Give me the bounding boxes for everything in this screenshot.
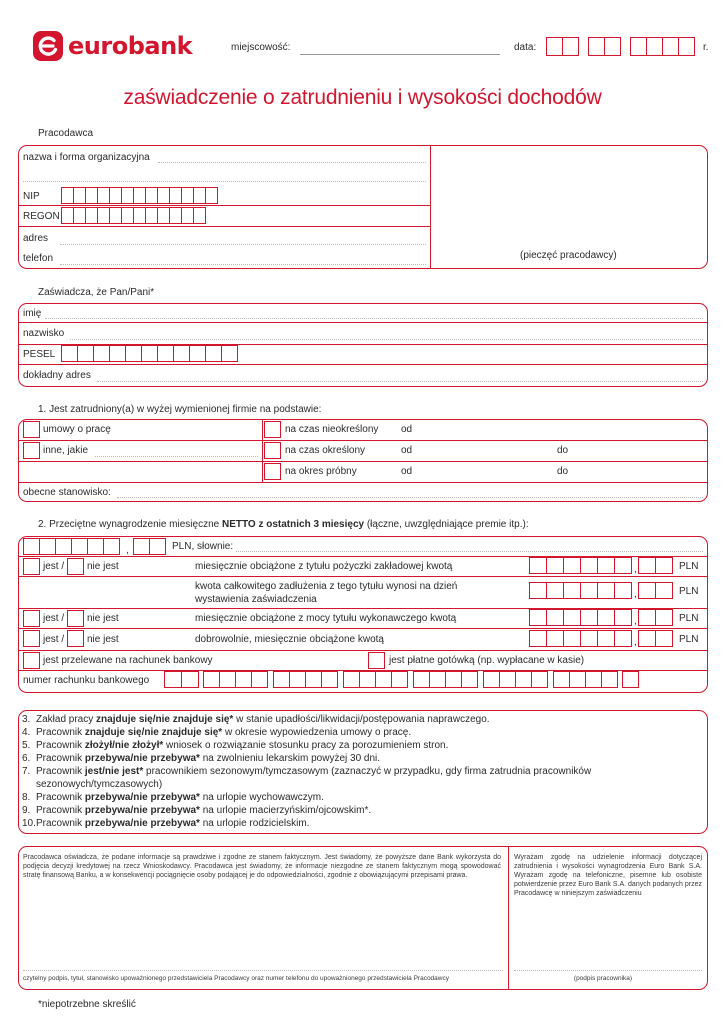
- statement-post: w okresie wypowiedzenia umowy o pracę.: [222, 727, 412, 738]
- digit-cell[interactable]: [580, 582, 598, 599]
- statement-bold[interactable]: złożył/nie złożył*: [84, 740, 164, 751]
- digit-cell[interactable]: [221, 345, 238, 362]
- digit-cell[interactable]: [55, 538, 72, 555]
- enforcement-is-not-checkbox[interactable]: [67, 610, 84, 627]
- account-cells-8[interactable]: [622, 671, 638, 688]
- digit-cell[interactable]: [189, 345, 206, 362]
- statement-text: [36, 791, 324, 804]
- employer-name-field[interactable]: [158, 162, 426, 163]
- statement-pre: Pracownik: [36, 805, 85, 816]
- year-suffix: r.: [703, 42, 709, 53]
- digit-cell[interactable]: [77, 345, 94, 362]
- digit-cell[interactable]: [601, 671, 618, 688]
- digit-cell[interactable]: [563, 557, 581, 574]
- digit-cell[interactable]: [531, 671, 548, 688]
- indefinite-from-label: od: [401, 424, 413, 435]
- digit-cell[interactable]: [580, 609, 598, 626]
- salary-heading-prefix: 2. Przeciętne wynagrodzenie miesięczne: [38, 519, 222, 530]
- salary-amount-cells[interactable]: [23, 538, 119, 555]
- loan-is-label: jest /: [43, 561, 65, 572]
- statement-bold[interactable]: przebywa/nie przebywa*: [84, 753, 200, 764]
- digit-cell[interactable]: [580, 630, 598, 647]
- digit-cell[interactable]: [391, 671, 408, 688]
- row-divider: [19, 440, 707, 441]
- debt-grosze-cells[interactable]: [638, 582, 672, 599]
- digit-cell[interactable]: [597, 582, 615, 599]
- voluntary-comma: ,: [634, 637, 637, 648]
- voluntary-is-checkbox[interactable]: [23, 630, 40, 647]
- digit-cell[interactable]: [655, 582, 673, 599]
- date-cell[interactable]: [662, 37, 679, 56]
- digit-cell[interactable]: [563, 582, 581, 599]
- eurobank-logo-icon: [33, 31, 63, 61]
- digit-cell[interactable]: [61, 345, 78, 362]
- account-cells-1[interactable]: [164, 671, 198, 688]
- date-cell[interactable]: [546, 37, 563, 56]
- digit-cell[interactable]: [305, 671, 322, 688]
- digit-cell[interactable]: [638, 609, 656, 626]
- indefinite-label: na czas nieokreślony: [285, 424, 379, 435]
- account-cells-2[interactable]: [203, 671, 267, 688]
- employment-heading: 1. Jest zatrudniony(a) w wyżej wymienionej firmie na podstawie:: [38, 404, 322, 415]
- loan-is-not-label: nie jest: [87, 561, 119, 572]
- salary-heading: [38, 519, 529, 530]
- declaration-divider: [508, 847, 509, 989]
- digit-cell[interactable]: [289, 671, 306, 688]
- first-name-label: imię: [23, 308, 42, 319]
- digit-cell[interactable]: [205, 187, 218, 204]
- contract-checkbox[interactable]: [23, 421, 40, 438]
- digit-cell[interactable]: [585, 671, 602, 688]
- row-divider: [19, 482, 707, 483]
- enforcement-pln: PLN: [679, 613, 699, 624]
- digit-cell[interactable]: [203, 671, 220, 688]
- statement-text: [36, 778, 162, 791]
- debt-comma: ,: [634, 589, 637, 600]
- definite-to-label: do: [557, 445, 569, 456]
- digit-cell[interactable]: [251, 671, 268, 688]
- position-label: obecne stanowisko:: [23, 487, 111, 498]
- statement-post: w stanie upadłości/likwidacji/postępowania naprawczego.: [233, 714, 490, 725]
- digit-cell[interactable]: [597, 557, 615, 574]
- debt-pln: PLN: [679, 586, 699, 597]
- statement-text: [36, 713, 490, 726]
- statement-text: [36, 726, 411, 739]
- enforcement-amount-cells[interactable]: [529, 609, 631, 626]
- employer-section-label: Pracodawca: [38, 128, 94, 139]
- other-checkbox[interactable]: [23, 442, 40, 459]
- digit-cell[interactable]: [529, 557, 547, 574]
- debt-label-2: wystawienia zaświadczenia: [195, 594, 317, 605]
- digit-cell[interactable]: [546, 582, 564, 599]
- digit-cell[interactable]: [375, 671, 392, 688]
- digit-cell[interactable]: [235, 671, 252, 688]
- statement-number: 4.: [22, 727, 31, 738]
- statement-pre: sezonowych/tymczasowych): [36, 779, 163, 790]
- digit-cell[interactable]: [205, 345, 222, 362]
- row-divider: [19, 226, 430, 227]
- indefinite-checkbox[interactable]: [264, 421, 281, 438]
- statement-post: na urlopie rodzicielskim.: [199, 818, 310, 829]
- voluntary-pln: PLN: [679, 634, 699, 645]
- digit-cell[interactable]: [461, 671, 478, 688]
- account-label: numer rachunku bankowego: [23, 675, 150, 686]
- statement-number: [22, 778, 36, 791]
- salary-comma: ,: [126, 545, 129, 556]
- employer-address-field[interactable]: [60, 244, 426, 245]
- loan-label: miesięcznie obciążone z tytułu pożyczki zakładowej kwotą: [195, 561, 453, 572]
- statement-item: [22, 739, 702, 752]
- enforcement-is-checkbox[interactable]: [23, 610, 40, 627]
- statement-number: 9.: [22, 805, 31, 816]
- account-cells-7[interactable]: [553, 671, 617, 688]
- digit-cell[interactable]: [164, 671, 182, 688]
- date-day-cells[interactable]: [546, 37, 578, 56]
- statement-text: [36, 739, 448, 752]
- nip-cells[interactable]: [61, 187, 217, 204]
- row-divider: [19, 322, 707, 323]
- date-label: data:: [514, 42, 537, 53]
- statement-number: 6.: [22, 753, 31, 764]
- statement-text: [36, 765, 591, 778]
- employer-signature-field[interactable]: [23, 970, 503, 971]
- employer-divider: [430, 146, 431, 268]
- digit-cell[interactable]: [149, 538, 166, 555]
- digit-cell[interactable]: [103, 538, 120, 555]
- statement-pre: Zakład pracy: [36, 714, 97, 725]
- digit-cell[interactable]: [343, 671, 360, 688]
- brand-name: eurobank: [68, 32, 193, 60]
- digit-cell[interactable]: [71, 538, 88, 555]
- digit-cell[interactable]: [87, 538, 104, 555]
- digit-cell[interactable]: [638, 630, 656, 647]
- date-year-cells[interactable]: [630, 37, 694, 56]
- statement-item: [22, 726, 702, 739]
- place-label: miejscowość:: [231, 42, 291, 53]
- other-field[interactable]: [95, 456, 258, 457]
- loan-amount-cells[interactable]: [529, 557, 631, 574]
- page-title: zaświadczenie o zatrudnieniu i wysokości dochodów: [123, 86, 602, 109]
- date-cell[interactable]: [588, 37, 605, 56]
- statement-number: 10.: [22, 818, 36, 829]
- digit-cell[interactable]: [553, 671, 570, 688]
- employer-phone-field[interactable]: [60, 264, 426, 265]
- digit-cell[interactable]: [529, 582, 547, 599]
- digit-cell[interactable]: [515, 671, 532, 688]
- eurobank-logo: [33, 30, 192, 62]
- employment-divider: [262, 420, 263, 482]
- statement-item: [22, 817, 702, 830]
- digit-cell[interactable]: [614, 630, 632, 647]
- definite-from-label: od: [401, 445, 413, 456]
- digit-cell[interactable]: [563, 630, 581, 647]
- voluntary-label: dobrowolnie, miesięcznie obciążone kwotą: [195, 634, 384, 645]
- last-name-field[interactable]: [70, 339, 703, 340]
- place-field[interactable]: [300, 54, 500, 55]
- loan-is-checkbox[interactable]: [23, 558, 40, 575]
- digit-cell[interactable]: [219, 671, 236, 688]
- digit-cell[interactable]: [546, 630, 564, 647]
- debt-amount-cells[interactable]: [529, 582, 631, 599]
- account-cells-4[interactable]: [343, 671, 407, 688]
- voluntary-amount-cells[interactable]: [529, 630, 631, 647]
- statement-text: [36, 752, 380, 765]
- enforcement-is-label: jest /: [43, 613, 65, 624]
- statement-bold[interactable]: jest/nie jest*: [84, 766, 144, 777]
- salary-heading-bold: NETTO z ostatnich 3 miesięcy: [221, 519, 365, 530]
- statement-item: [22, 765, 702, 778]
- date-cell[interactable]: [630, 37, 647, 56]
- statement-pre: Pracownik: [36, 727, 85, 738]
- employee-consent-text: Wyrażam zgodę na udzielenie informacji dotyczącej zatrudnienia i wysokości wynagrodzenia Euro Bank S.A. Wyrażam zgodę na telefoniczne, pisemne lub osobiste potwierdzenie przez Euro Bank S.A. danych podanych przez Pracodawcę w niniejszym zaświadczeniu: [514, 854, 702, 897]
- regon-label: REGON: [23, 211, 60, 222]
- enforcement-comma: ,: [634, 616, 637, 627]
- digit-cell[interactable]: [157, 345, 174, 362]
- digit-cell[interactable]: [445, 671, 462, 688]
- statement-text: [36, 817, 309, 830]
- account-cells-5[interactable]: [413, 671, 477, 688]
- statement-number: 3.: [22, 714, 31, 725]
- loan-pln: PLN: [679, 561, 699, 572]
- voluntary-is-not-label: nie jest: [87, 634, 119, 645]
- digit-cell[interactable]: [109, 345, 126, 362]
- digit-cell[interactable]: [529, 609, 547, 626]
- row-divider: [19, 461, 707, 462]
- digit-cell[interactable]: [597, 609, 615, 626]
- statement-item: [22, 778, 702, 791]
- enforcement-label: miesięcznie obciążone z mocy tytułu wykonawczego kwotą: [195, 613, 457, 624]
- employee-signature-field[interactable]: [514, 970, 702, 971]
- digit-cell[interactable]: [597, 630, 615, 647]
- row-divider: [19, 650, 707, 651]
- digit-cell[interactable]: [622, 671, 639, 688]
- employee-sign-label: (podpis pracownika): [573, 975, 633, 982]
- debt-label-1: kwota całkowitego zadłużenia z tego tytułu wynosi na dzień: [195, 581, 458, 592]
- statement-item: [22, 752, 702, 765]
- date-cell[interactable]: [678, 37, 695, 56]
- first-name-field[interactable]: [45, 318, 703, 319]
- digit-cell[interactable]: [529, 630, 547, 647]
- employer-address-label: adres: [23, 233, 49, 244]
- digit-cell[interactable]: [638, 557, 656, 574]
- statement-number: 8.: [22, 792, 31, 803]
- enforcement-is-not-label: nie jest: [87, 613, 119, 624]
- digit-cell[interactable]: [614, 582, 632, 599]
- digit-cell[interactable]: [655, 609, 673, 626]
- statement-pre: Pracownik: [36, 818, 85, 829]
- digit-cell[interactable]: [655, 630, 673, 647]
- statement-pre: Pracownik: [36, 792, 85, 803]
- regon-cells[interactable]: [61, 207, 205, 224]
- row-divider: [19, 628, 707, 629]
- footnote: *niepotrzebne skreślić: [38, 999, 136, 1010]
- employee-section-label: Zaświadcza, że Pan/Pani*: [38, 287, 155, 298]
- statement-item: [22, 791, 702, 804]
- digit-cell[interactable]: [23, 538, 40, 555]
- digit-cell[interactable]: [569, 671, 586, 688]
- account-cells-3[interactable]: [273, 671, 337, 688]
- statement-post: na zwolnieniu lekarskim powyżej 30 dni.: [199, 753, 381, 764]
- digit-cell[interactable]: [546, 609, 564, 626]
- definite-label: na czas określony: [285, 445, 366, 456]
- salary-grosze-cells[interactable]: [133, 538, 165, 555]
- salary-heading-suffix: (łączne, uwzględniające premie itp.):: [364, 519, 529, 530]
- date-cell[interactable]: [562, 37, 579, 56]
- employer-phone-label: telefon: [23, 253, 54, 264]
- position-field[interactable]: [117, 497, 703, 498]
- statement-bold[interactable]: znajduje się/nie znajduje się*: [96, 714, 234, 725]
- digit-cell[interactable]: [638, 582, 656, 599]
- digit-cell[interactable]: [580, 557, 598, 574]
- digit-cell[interactable]: [499, 671, 516, 688]
- loan-is-not-checkbox[interactable]: [67, 558, 84, 575]
- statement-post: na urlopie macierzyńskim/ojcowskim*.: [199, 805, 372, 816]
- digit-cell[interactable]: [133, 538, 150, 555]
- digit-cell[interactable]: [546, 557, 564, 574]
- loan-grosze-cells[interactable]: [638, 557, 672, 574]
- statement-number: 7.: [22, 766, 31, 777]
- employer-declaration-text: Pracodawca oświadcza, że podane informacje są prawdziwe i zgodne ze stanem faktycznym. Jest świadomy, że powyższe dane Bank wykorzysta do podjęcia decyzji kredytowej na rzecz Wnioskodawcy. Pracodawca jest świadomy, że informacje niezgodne ze stanem faktycznym mogą spowodować stratę finansową Banku, a w konsekwencji pociągnięcie osoby podającej je do odpowiedzialności, zgodnie z obowiązującymi przepisami prawa.: [23, 854, 501, 879]
- row-divider: [19, 576, 707, 577]
- digit-cell[interactable]: [429, 671, 446, 688]
- digit-cell[interactable]: [614, 609, 632, 626]
- statement-pre: Pracownik: [36, 740, 85, 751]
- digit-cell[interactable]: [359, 671, 376, 688]
- date-month-cells[interactable]: [588, 37, 620, 56]
- statement-post: wniosek o rozwiązanie stosunku pracy za porozumieniem stron.: [163, 740, 449, 751]
- statement-bold[interactable]: znajduje się/nie znajduje się*: [84, 727, 223, 738]
- contract-label: umowy o pracę: [43, 424, 111, 435]
- employer-sign-label: czytelny podpis, tytuł, stanowisko upoważnionego przedstawiciela Pracodawcy oraz numer telefonu do upoważnionego przedstawiciela Pracodawcy: [23, 975, 449, 982]
- digit-cell[interactable]: [483, 671, 500, 688]
- digit-cell[interactable]: [193, 207, 206, 224]
- statement-post: pracownikiem sezonowym/tymczasowym (zaznaczyć w przypadku, gdy firma zatrudnia pracowników: [143, 766, 592, 777]
- digit-cell[interactable]: [321, 671, 338, 688]
- bank-transfer-label: jest przelewane na rachunek bankowy: [43, 655, 213, 666]
- statement-bold[interactable]: przebywa/nie przebywa*: [84, 805, 200, 816]
- digit-cell[interactable]: [173, 345, 190, 362]
- digit-cell[interactable]: [614, 557, 632, 574]
- trial-from-label: od: [401, 466, 413, 477]
- cash-label: jest płatne gotówką (np. wypłacane w kasie): [389, 655, 585, 666]
- digit-cell[interactable]: [273, 671, 290, 688]
- definite-checkbox[interactable]: [264, 442, 281, 459]
- digit-cell[interactable]: [93, 345, 110, 362]
- statement-bold[interactable]: przebywa/nie przebywa*: [84, 818, 200, 829]
- statement-item: [22, 713, 702, 726]
- full-address-label: dokładny adres: [23, 370, 91, 381]
- row-divider: [19, 205, 430, 206]
- cash-checkbox[interactable]: [368, 652, 385, 669]
- statement-pre: Pracownik: [36, 753, 85, 764]
- employer-name-label: nazwa i forma organizacyjna: [23, 152, 150, 163]
- pesel-label: PESEL: [23, 349, 56, 360]
- voluntary-grosze-cells[interactable]: [638, 630, 672, 647]
- digit-cell[interactable]: [413, 671, 430, 688]
- stamp-label: (pieczęć pracodawcy): [520, 250, 617, 261]
- voluntary-is-label: jest /: [43, 634, 65, 645]
- nip-label: NIP: [23, 191, 40, 202]
- digit-cell[interactable]: [181, 671, 199, 688]
- date-cell[interactable]: [604, 37, 621, 56]
- digit-cell[interactable]: [125, 345, 142, 362]
- digit-cell[interactable]: [141, 345, 158, 362]
- date-cell[interactable]: [646, 37, 663, 56]
- salary-words-field[interactable]: [236, 551, 703, 552]
- trial-checkbox[interactable]: [264, 463, 281, 480]
- statement-item: [22, 804, 702, 817]
- voluntary-is-not-checkbox[interactable]: [67, 630, 84, 647]
- account-cells-6[interactable]: [483, 671, 547, 688]
- digit-cell[interactable]: [563, 609, 581, 626]
- statement-text: [36, 804, 371, 817]
- statements-list: [22, 713, 702, 830]
- loan-comma: ,: [634, 564, 637, 575]
- employer-name-field-2[interactable]: [23, 181, 426, 182]
- digit-cell[interactable]: [39, 538, 56, 555]
- pln-words-label: PLN, słownie:: [172, 541, 234, 552]
- row-divider: [19, 364, 707, 365]
- statement-pre: Pracownik: [36, 766, 85, 777]
- full-address-field[interactable]: [97, 381, 703, 382]
- statement-bold[interactable]: przebywa/nie przebywa*: [84, 792, 200, 803]
- pesel-cells[interactable]: [61, 345, 237, 362]
- other-label: inne, jakie: [43, 445, 89, 456]
- statement-number: 5.: [22, 740, 31, 751]
- trial-to-label: do: [557, 466, 569, 477]
- statement-post: na urlopie wychowawczym.: [199, 792, 324, 803]
- enforcement-grosze-cells[interactable]: [638, 609, 672, 626]
- bank-transfer-checkbox[interactable]: [23, 652, 40, 669]
- trial-label: na okres próbny: [285, 466, 357, 477]
- last-name-label: nazwisko: [23, 328, 65, 339]
- digit-cell[interactable]: [655, 557, 673, 574]
